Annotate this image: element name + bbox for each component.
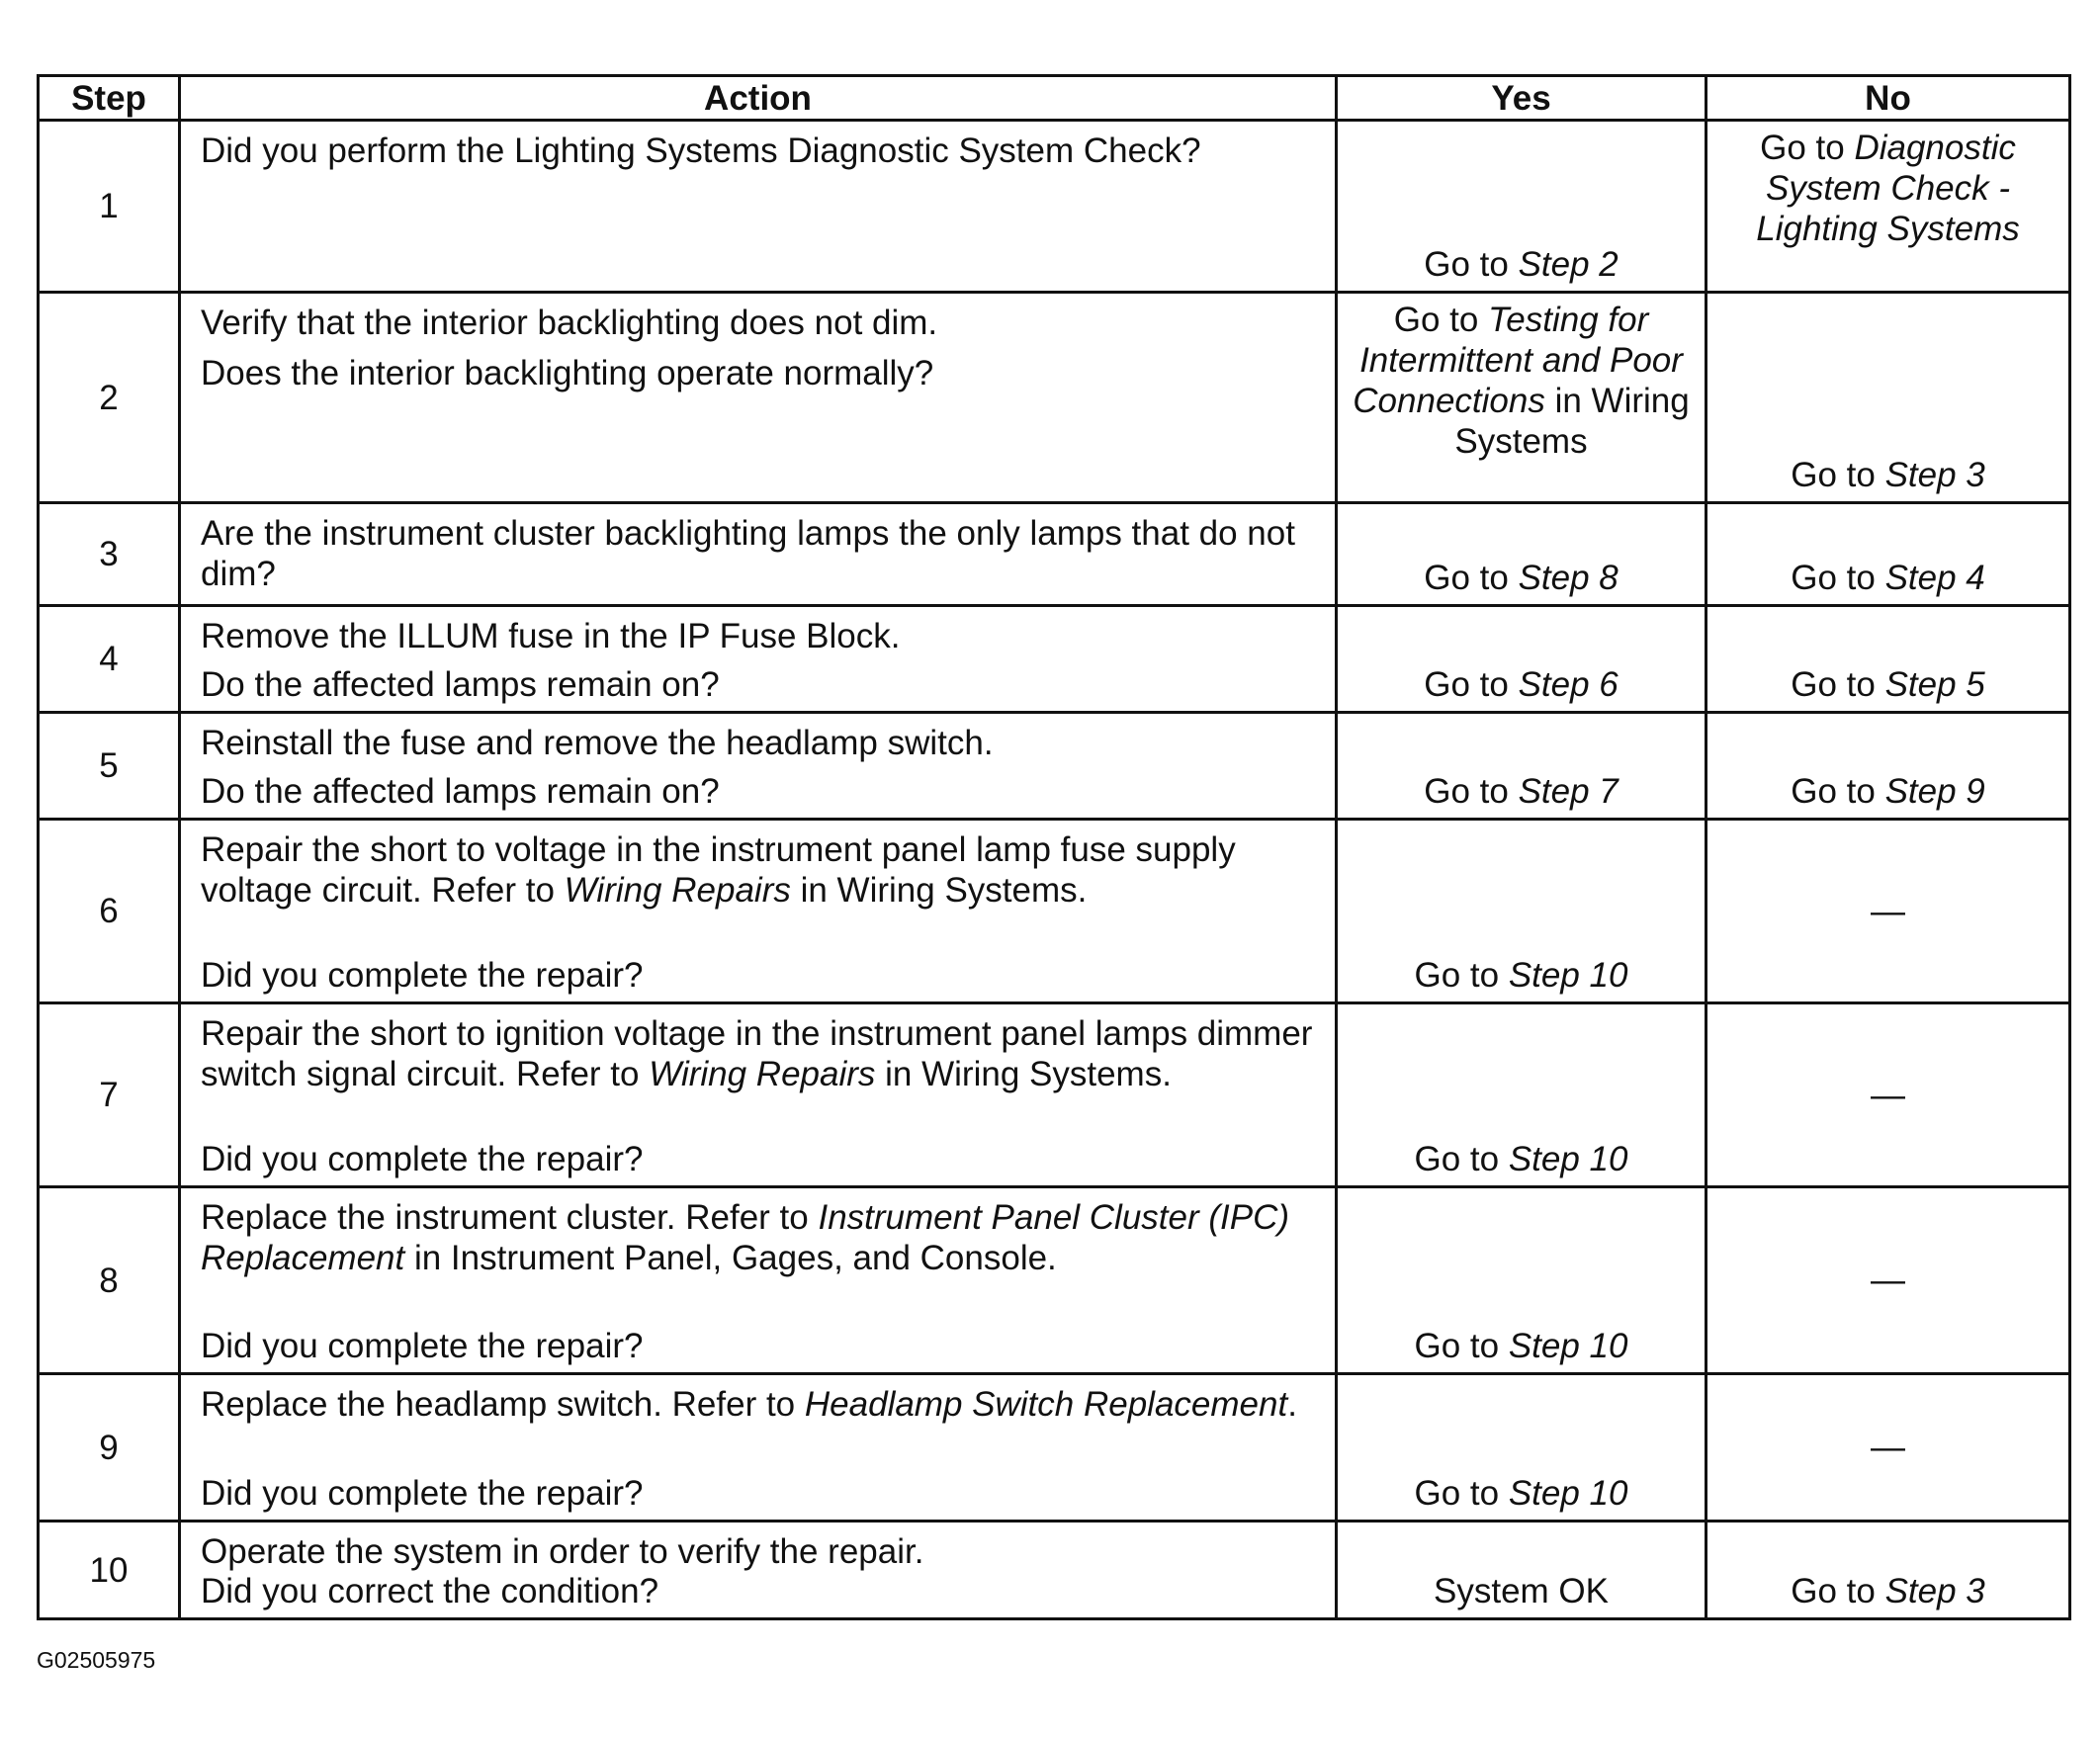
- action-text: [201, 1384, 1315, 1425]
- step-number: 2: [39, 293, 180, 503]
- action-question: Did you correct the condition?: [201, 1572, 659, 1610]
- yes-cell: [1337, 121, 1706, 293]
- text-pre: Go to: [1791, 1572, 1885, 1610]
- yes-result: [1344, 1473, 1699, 1514]
- step-number: 7: [39, 1003, 180, 1187]
- text-pre: Go to: [1414, 1474, 1509, 1513]
- no-cell: [1706, 121, 2070, 293]
- text-em: Step 10: [1508, 1327, 1628, 1365]
- no-result-dash: —: [1871, 892, 1905, 930]
- action-cell: [180, 713, 1337, 820]
- step-number: 5: [39, 713, 180, 820]
- text-pre: Go to: [1424, 772, 1519, 811]
- step-number: 4: [39, 606, 180, 713]
- header-step: Step: [39, 76, 180, 121]
- header-yes: Yes: [1337, 76, 1706, 121]
- table-row: [39, 1522, 2070, 1619]
- no-result: [1713, 1571, 2062, 1611]
- action-cell: [180, 293, 1337, 503]
- text-em: Diagnostic System Check - Lighting Systems: [1756, 129, 2020, 248]
- header-no: No: [1706, 76, 2070, 121]
- table-row: [39, 1374, 2070, 1522]
- no-cell: [1706, 713, 2070, 820]
- text-em: Step 10: [1508, 956, 1628, 995]
- text-em: Step 9: [1884, 772, 1985, 811]
- action-cell: [180, 1522, 1337, 1619]
- table-row: [39, 293, 2070, 503]
- action-question: Did you complete the repair?: [201, 1140, 644, 1178]
- text-post: in Instrument Panel, Gages, and Console.: [404, 1239, 1057, 1277]
- action-text: Operate the system in order to verify the repair.: [201, 1532, 924, 1571]
- yes-result: [1344, 1139, 1699, 1179]
- action-cell: [180, 606, 1337, 713]
- text-pre: Go to: [1791, 665, 1885, 704]
- no-cell: [1706, 1374, 2070, 1522]
- text-pre: Replace the instrument cluster. Refer to: [201, 1198, 819, 1237]
- table-row: [39, 503, 2070, 606]
- no-result: [1713, 771, 2062, 812]
- step-number: 10: [39, 1522, 180, 1619]
- step-number: 8: [39, 1187, 180, 1374]
- no-cell: [1706, 606, 2070, 713]
- yes-result: [1344, 1326, 1699, 1366]
- table-row: [39, 606, 2070, 713]
- text-pre: Go to: [1791, 772, 1885, 811]
- no-result-dash: —: [1871, 1261, 1905, 1300]
- yes-cell: [1337, 820, 1706, 1003]
- text-pre: System OK: [1434, 1572, 1609, 1610]
- diagnostic-table: [37, 74, 2071, 1620]
- yes-result: [1344, 1571, 1699, 1611]
- text-pre: Replace the headlamp switch. Refer to: [201, 1385, 805, 1424]
- no-result: [1713, 128, 2062, 249]
- no-result: [1713, 664, 2062, 705]
- text-post: .: [1287, 1385, 1297, 1424]
- no-cell: [1706, 1003, 2070, 1187]
- text-em: Testing for Intermittent and Poor Connections: [1353, 301, 1683, 420]
- action-text: [201, 1013, 1315, 1094]
- yes-result: [1344, 664, 1699, 705]
- text-pre: Go to: [1791, 559, 1885, 597]
- table-row: [39, 121, 2070, 293]
- yes-result: [1344, 955, 1699, 996]
- text-pre: Go to: [1414, 1327, 1509, 1365]
- action-text: Are the instrument cluster backlighting lamps the only lamps that do not dim?: [201, 514, 1295, 593]
- text-pre: Go to: [1414, 1140, 1509, 1178]
- table-row: [39, 1003, 2070, 1187]
- text-em: Step 3: [1884, 1572, 1985, 1610]
- yes-result: [1344, 244, 1699, 285]
- text-pre: Go to: [1424, 245, 1519, 284]
- text-em: Instrument Panel Cluster (IPC) Replacement: [201, 1198, 1290, 1277]
- step-number: 1: [39, 121, 180, 293]
- action-question: Do the affected lamps remain on?: [201, 772, 720, 811]
- text-em: Step 2: [1518, 245, 1619, 284]
- table-row: [39, 820, 2070, 1003]
- yes-cell: [1337, 606, 1706, 713]
- action-text: Did you perform the Lighting Systems Diagnostic System Check?: [201, 131, 1201, 170]
- text-em: Wiring Repairs: [649, 1055, 876, 1093]
- action-text: Reinstall the fuse and remove the headlamp switch.: [201, 724, 994, 762]
- text-post: in Wiring Systems.: [875, 1055, 1172, 1093]
- action-cell: [180, 1187, 1337, 1374]
- text-post: in Wiring Systems: [1454, 382, 1690, 461]
- no-result: [1713, 455, 2062, 495]
- text-em: Headlamp Switch Replacement: [804, 1385, 1288, 1424]
- table-header-row: [39, 76, 2070, 121]
- no-cell: [1706, 1187, 2070, 1374]
- no-result: [1713, 558, 2062, 598]
- yes-cell: [1337, 293, 1706, 503]
- yes-cell: [1337, 1003, 1706, 1187]
- action-text: Verify that the interior backlighting does not dim.: [201, 304, 938, 342]
- yes-result: [1344, 300, 1699, 462]
- action-cell: [180, 1374, 1337, 1522]
- action-question: Did you complete the repair?: [201, 1327, 644, 1365]
- action-text: Remove the ILLUM fuse in the IP Fuse Block.: [201, 617, 901, 655]
- action-cell: [180, 820, 1337, 1003]
- text-em: Step 10: [1508, 1474, 1628, 1513]
- action-text: [201, 1197, 1315, 1278]
- text-pre: Go to: [1414, 956, 1509, 995]
- action-cell: [180, 1003, 1337, 1187]
- text-em: Step 6: [1518, 665, 1619, 704]
- text-em: Step 4: [1884, 559, 1985, 597]
- yes-result: [1344, 558, 1699, 598]
- text-em: Step 8: [1518, 559, 1619, 597]
- yes-cell: [1337, 1187, 1706, 1374]
- no-cell: [1706, 503, 2070, 606]
- step-number: 9: [39, 1374, 180, 1522]
- action-question: Did you complete the repair?: [201, 956, 644, 995]
- yes-cell: [1337, 1522, 1706, 1619]
- yes-cell: [1337, 503, 1706, 606]
- action-question: Do the affected lamps remain on?: [201, 665, 720, 704]
- text-pre: Go to: [1424, 665, 1519, 704]
- step-number: 3: [39, 503, 180, 606]
- text-em: Step 10: [1508, 1140, 1628, 1178]
- text-em: Step 7: [1518, 772, 1619, 811]
- action-cell: [180, 121, 1337, 293]
- text-pre: Go to: [1791, 456, 1885, 494]
- action-question: Did you complete the repair?: [201, 1474, 644, 1513]
- action-text: Does the interior backlighting operate normally?: [201, 354, 934, 392]
- no-cell: [1706, 820, 2070, 1003]
- no-result-dash: —: [1871, 1076, 1905, 1114]
- yes-cell: [1337, 1374, 1706, 1522]
- text-em: Step 3: [1884, 456, 1985, 494]
- step-number: 6: [39, 820, 180, 1003]
- yes-cell: [1337, 713, 1706, 820]
- no-result-dash: —: [1871, 1428, 1905, 1467]
- text-em: Step 5: [1884, 665, 1985, 704]
- text-em: Wiring Repairs: [564, 871, 791, 910]
- text-pre: Repair the short to ignition voltage in the instrument panel lamps dimmer switch signal circuit. Refer to: [201, 1014, 1313, 1093]
- no-cell: [1706, 1522, 2070, 1619]
- text-pre: Go to: [1393, 301, 1489, 339]
- text-pre: Go to: [1424, 559, 1519, 597]
- action-cell: [180, 503, 1337, 606]
- action-text: [201, 829, 1315, 911]
- text-pre: Repair the short to voltage in the instrument panel lamp fuse supply voltage circuit. Refer to: [201, 830, 1236, 910]
- table-row: [39, 713, 2070, 820]
- text-post: in Wiring Systems.: [790, 871, 1088, 910]
- table-row: [39, 1187, 2070, 1374]
- figure-id: G02505975: [37, 1647, 156, 1673]
- text-pre: Go to: [1760, 129, 1855, 167]
- header-action: Action: [180, 76, 1337, 121]
- yes-result: [1344, 771, 1699, 812]
- no-cell: [1706, 293, 2070, 503]
